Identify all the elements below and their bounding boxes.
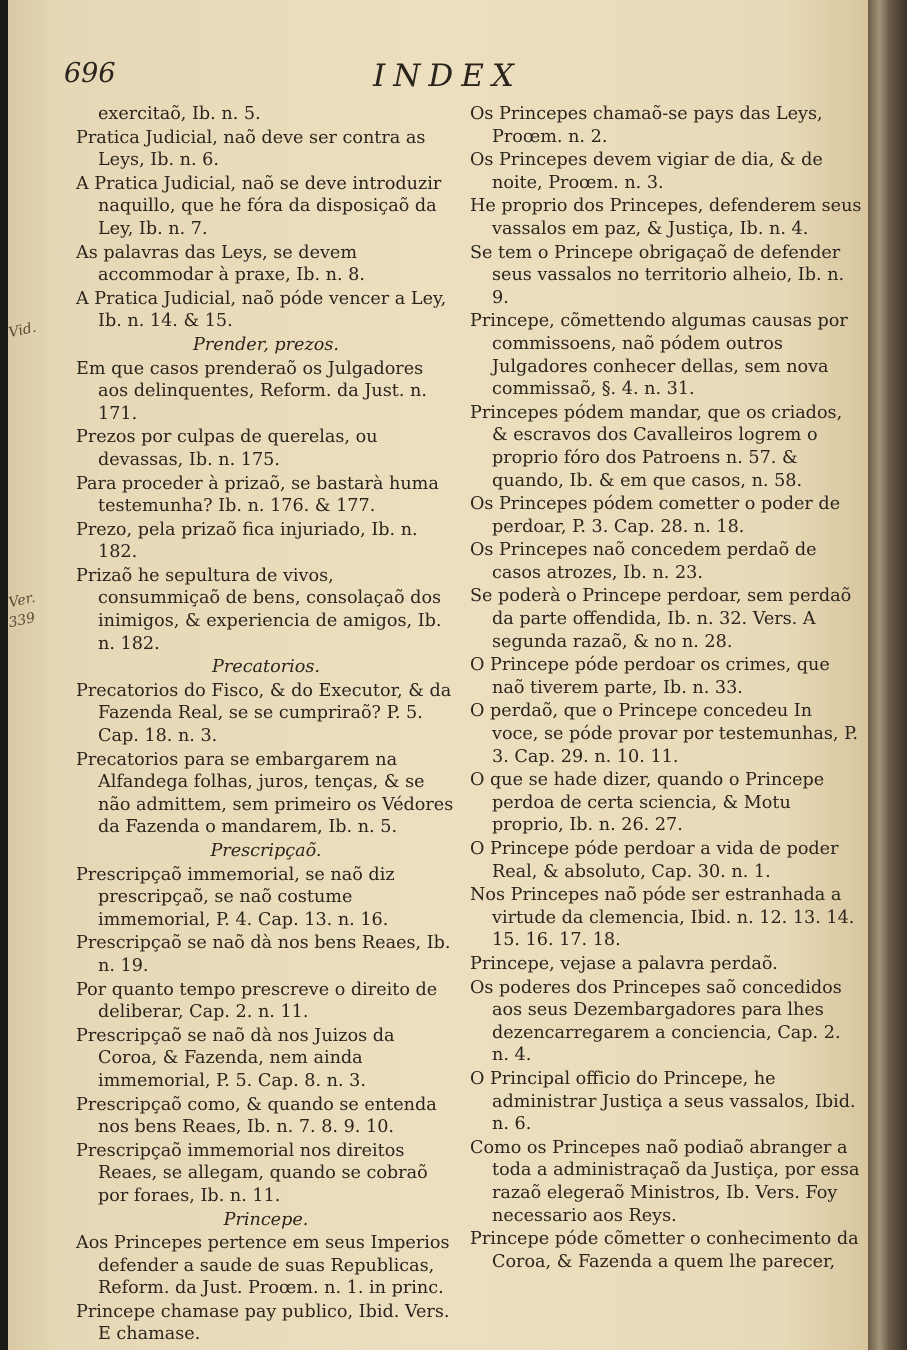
margin-note: Ver. bbox=[7, 589, 37, 612]
index-entry: Os poderes dos Princepes saõ concedidos aos seus Dezembargadores para lhes dezencarregarem a conciencia, Cap. 2. n. 4. bbox=[470, 977, 842, 1066]
index-entry: Pratica Judicial, naõ deve ser contra as Leys, Ib. n. 6. bbox=[76, 127, 426, 171]
index-entry: Precatorios para se embargarem na Alfandega folhas, juros, tenças, & se não admittem, sem primeiro os Védores da Fazenda o mandarem, Ib. n. 5. bbox=[76, 749, 454, 838]
index-heading: Princepe. bbox=[223, 1209, 309, 1230]
index-entry: O Princepe póde perdoar a vida de poder Real, & absoluto, Cap. 30. n. 1. bbox=[470, 839, 839, 882]
index-entry: O Principal officio do Princepe, he administrar Justiça a seus vassalos, Ibid. n. 6. bbox=[470, 1068, 856, 1135]
index-entry: Se poderà o Princepe perdoar, sem perdaõ da parte offendida, Ib. n. 32. Vers. A segunda razaõ, & no n. 28. bbox=[470, 586, 852, 652]
right-index-column bbox=[470, 103, 862, 1274]
margin-note: 339 bbox=[7, 609, 37, 632]
index-entry: Nos Princepes naõ póde ser estranhada a virtude da clemencia, Ibid. n. 12. 13. 14. 15. 16. 17. 18. bbox=[470, 885, 855, 951]
index-entry: Prescripçaõ se naõ dà nos bens Reaes, Ib. n. 19. bbox=[76, 933, 451, 976]
index-entry: Princepes pódem mandar, que os criados, & escravos dos Cavalleiros logrem o proprio fóro dos Patroens n. 57. & quando, Ib. & em que casos, n. 58. bbox=[470, 402, 843, 491]
index-entry: Princepe chamase pay publico, Ibid. Vers. E chamase. bbox=[76, 1301, 450, 1345]
left-index-column bbox=[76, 103, 456, 1347]
index-entry: Princepe, vejase a palavra perdaõ. bbox=[470, 953, 778, 974]
index-entry: As palavras das Leys, se devem accommodar à praxe, Ib. n. 8. bbox=[76, 242, 365, 286]
index-entry: Prescripçaõ immemorial, se naõ diz prescripçaõ, se naõ costume immemorial, P. 4. Cap. 13. n. 16. bbox=[76, 864, 395, 930]
running-title: INDEX bbox=[373, 58, 522, 94]
page-header bbox=[8, 58, 868, 98]
index-heading: Prescripçaõ. bbox=[210, 841, 322, 861]
index-heading: Precatorios. bbox=[212, 657, 320, 678]
index-entry: Prezos por culpas de querelas, ou devassas, Ib. n. 175. bbox=[76, 427, 378, 470]
book-edge bbox=[868, 0, 907, 1350]
index-entry: Em que casos prenderaõ os Julgadores aos delinquentes, Reform. da Just. n. 171. bbox=[76, 358, 427, 424]
index-entry: exercitaõ, Ib. n. 5. bbox=[98, 104, 261, 124]
index-entry: He proprio dos Princepes, defenderem seus vassalos em paz, & Justiça, Ib. n. 4. bbox=[470, 196, 862, 239]
index-entry: O que se hade dizer, quando o Princepe perdoa de certa sciencia, & Motu proprio, Ib. n. 26. 27. bbox=[470, 770, 825, 836]
page-number: 696 bbox=[64, 58, 116, 89]
index-entry: Prezo, pela prizaõ fica injuriado, Ib. n. 182. bbox=[76, 519, 418, 563]
index-heading: Prender, prezos. bbox=[193, 334, 339, 355]
index-entry: Os Princepes devem vigiar de dia, & de noite, Proœm. n. 3. bbox=[470, 150, 823, 193]
index-entry: Como os Princepes naõ podiaõ abranger a toda a administraçaõ da Justiça, por essa razaõ elegeraõ Ministros, Ib. Vers. Foy necessario aos Reys. bbox=[470, 1137, 860, 1226]
index-entry: Os Princepes pódem cometter o poder de perdoar, P. 3. Cap. 28. n. 18. bbox=[470, 494, 841, 537]
index-entry: Os Princepes naõ concedem perdaõ de casos atrozes, Ib. n. 23. bbox=[470, 540, 817, 583]
index-entry: Princepe, cõmettendo algumas causas por commissoens, naõ pódem outros Julgadores conhecer dellas, sem nova commissaõ, §. 4. n. 31. bbox=[470, 311, 848, 400]
margin-note: Vid. bbox=[7, 319, 38, 342]
index-entry: O Princepe póde perdoar os crimes, que naõ tiverem parte, Ib. n. 33. bbox=[470, 655, 830, 698]
index-entry: Os Princepes chamaõ-se pays das Leys, Proœm. n. 2. bbox=[470, 104, 823, 147]
index-entry: Prizaõ he sepultura de vivos, consummiçaõ de bens, consolaçaõ dos inimigos, & experiencia de amigos, Ib. n. 182. bbox=[76, 565, 442, 654]
index-entry: O perdaõ, que o Princepe concedeu In voce, se póde provar por testemunhas, P. 3. Cap. 29. n. 10. 11. bbox=[470, 701, 858, 767]
index-entry: Prescripçaõ como, & quando se entenda nos bens Reaes, Ib. n. 7. 8. 9. 10. bbox=[76, 1094, 437, 1138]
index-entry: Se tem o Princepe obrigaçaõ de defender seus vassalos no territorio alheio, Ib. n. 9. bbox=[470, 242, 845, 308]
index-entry: Prescripçaõ se naõ dà nos Juizos da Coroa, & Fazenda, nem ainda immemorial, P. 5. Cap. 8. n. 3. bbox=[76, 1025, 395, 1091]
index-entry: Para proceder à prizaõ, se bastarà huma testemunha? Ib. n. 176. & 177. bbox=[76, 473, 439, 517]
book-page bbox=[8, 0, 868, 1350]
index-entry: Prescripçaõ immemorial nos direitos Reaes, se allegam, quando se cobraõ por foraes, Ib. n. 11. bbox=[76, 1140, 428, 1206]
index-entry: Princepe póde cõmetter o conhecimento da Coroa, & Fazenda a quem lhe parecer, bbox=[470, 1229, 859, 1272]
index-entry: Por quanto tempo prescreve o direito de deliberar, Cap. 2. n. 11. bbox=[76, 979, 438, 1023]
index-entry: Precatorios do Fisco, & do Executor, & da Fazenda Real, se se cumpriraõ? P. 5. Cap. 18. n. 3. bbox=[76, 680, 452, 747]
index-entry: Aos Princepes pertence em seus Imperios defender a saude de suas Republicas, Reform. da Just. Proœm. n. 1. in princ. bbox=[76, 1233, 450, 1299]
index-entry: A Pratica Judicial, naõ se deve introduzir naquillo, que he fóra da disposiçaõ da Ley, Ib. n. 7. bbox=[76, 173, 442, 239]
index-entry: A Pratica Judicial, naõ póde vencer a Ley, Ib. n. 14. & 15. bbox=[76, 288, 447, 332]
